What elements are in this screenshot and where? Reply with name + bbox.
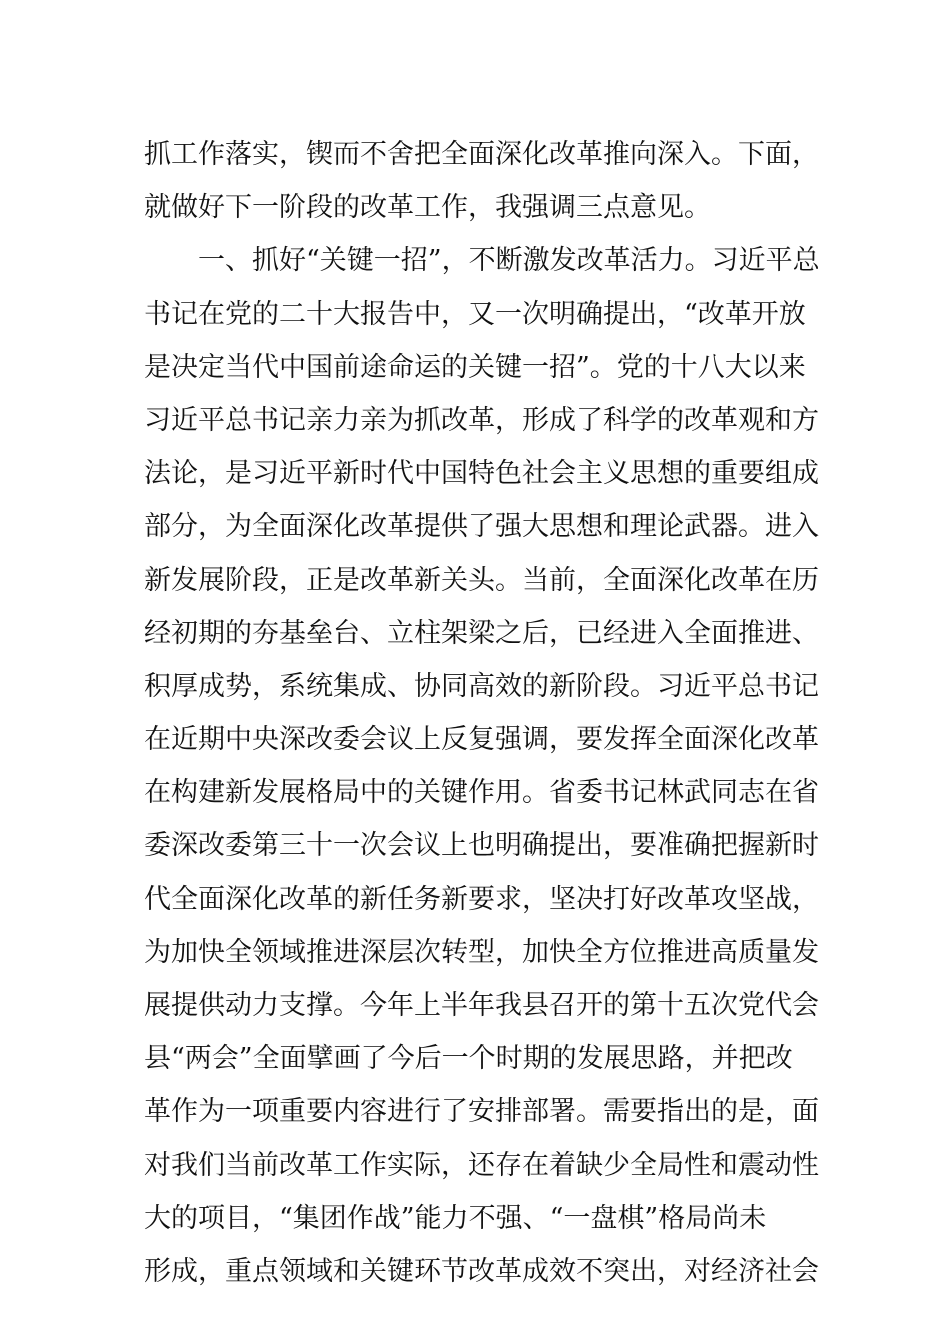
text-line: 革作为一项重要内容进行了安排部署。需要指出的是，面 — [144, 1096, 819, 1128]
text-line: 经初期的夯基垒台、立柱架梁之后，已经进入全面推进、 — [144, 617, 819, 649]
text-line: 书记在党的二十大报告中，又一次明确提出，“改革开放 — [144, 298, 806, 330]
text-line: 是决定当代中国前途命运的关键一招”。党的十八大以来 — [144, 351, 806, 383]
text-line: 习近平总书记亲力亲为抓改革，形成了科学的改革观和方 — [144, 404, 819, 436]
text-line: 展提供动力支撑。今年上半年我县召开的第十五次党代会 — [144, 990, 819, 1021]
text-line: 积厚成势，系统集成、协同高效的新阶段。习近平总书记 — [144, 670, 819, 702]
body-text — [144, 128, 820, 1298]
text-line: 就做好下一阶段的改革工作，我强调三点意见。 — [144, 192, 711, 224]
text-line: 形成，重点领域和关键环节改革成效不突出，对经济社会 — [144, 1255, 819, 1287]
text-line: 委深改委第三十一次会议上也明确提出，要准确把握新时 — [144, 830, 819, 862]
text-line: 县“两会”全面擘画了今后一个时期的发展思路，并把改 — [144, 1043, 793, 1075]
text-line: 法论，是习近平新时代中国特色社会主义思想的重要组成 — [144, 458, 819, 490]
text-line: 部分，为全面深化改革提供了强大思想和理论武器。进入 — [144, 511, 819, 543]
text-line: 一、抓好“关键一招”，不断激发改革活力。习近平总 — [144, 245, 820, 277]
text-line: 新发展阶段，正是改革新关头。当前，全面深化改革在历 — [144, 564, 819, 596]
text-line: 代全面深化改革的新任务新要求，坚决打好改革攻坚战， — [144, 883, 819, 915]
text-line: 在构建新发展格局中的关键作用。省委书记林武同志在省 — [144, 777, 819, 809]
text-line: 为加快全领域推进深层次转型，加快全方位推进高质量发 — [144, 936, 819, 968]
text-line: 大的项目，“集团作战”能力不强、“一盘棋”格局尚未 — [144, 1202, 767, 1234]
text-line: 对我们当前改革工作实际，还存在着缺少全局性和震动性 — [144, 1149, 819, 1181]
text-line: 在近期中央深改委会议上反复强调，要发挥全面深化改革 — [144, 724, 819, 756]
text-line: 抓工作落实，锲而不舍把全面深化改革推向深入。下面， — [144, 139, 819, 170]
